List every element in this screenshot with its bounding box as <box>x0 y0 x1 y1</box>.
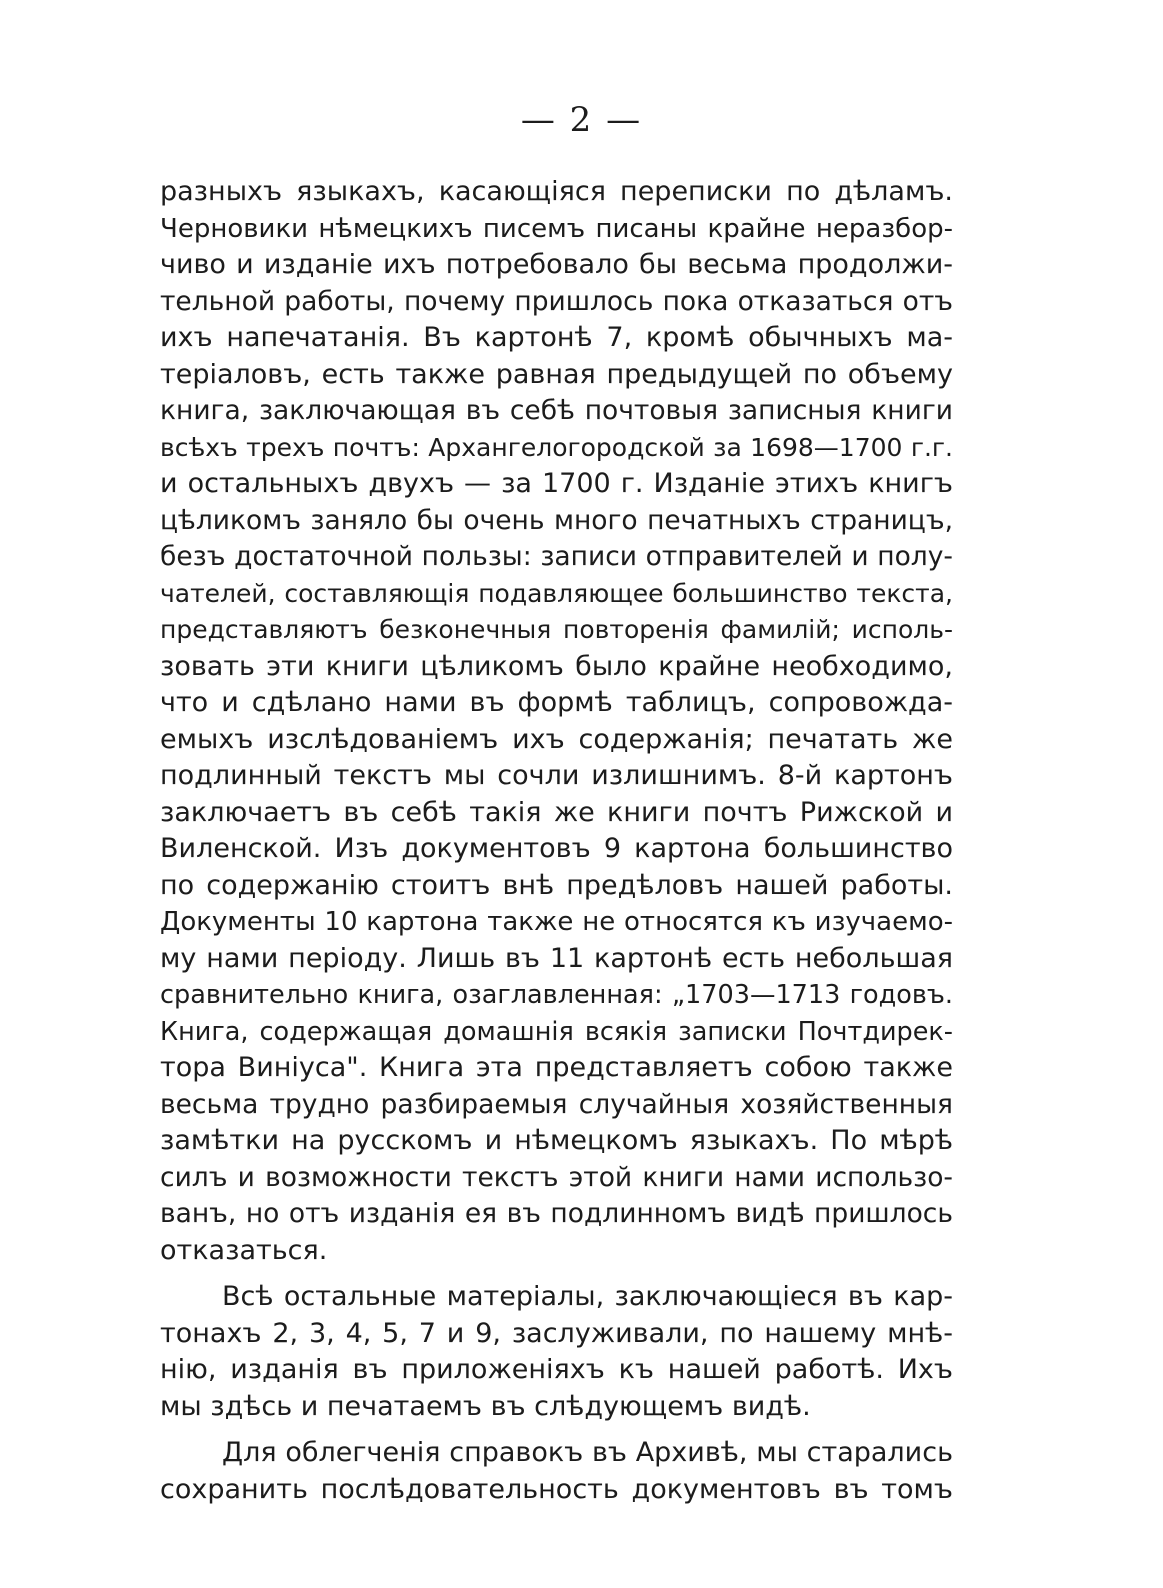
text-line: безъ достаточной пользы: записи отправителей и полу- <box>160 541 953 572</box>
text-line: тельной работы, почему пришлось пока отказаться отъ <box>160 286 953 317</box>
text-line: всѣхъ трехъ почтъ: Архангелогородской за 1698—1700 г.г. <box>160 433 953 462</box>
text-line: отказаться. <box>160 1235 328 1266</box>
text-line: заключаетъ въ себѣ такія же книги почтъ Рижской и <box>160 797 953 828</box>
text-line: цѣликомъ заняло бы очень много печатныхъ страницъ, <box>160 505 953 536</box>
text-line: теріаловъ, есть также равная предыдущей по объему <box>160 359 953 390</box>
text-line: сравнительно книга, озаглавленная: „1703—1713 годовъ. <box>160 980 953 1010</box>
text-line: зовать эти книги цѣликомъ было крайне необходимо, <box>160 651 953 682</box>
text-line: замѣтки на русскомъ и нѣмецкомъ языкахъ. По мѣрѣ <box>160 1125 953 1156</box>
text-line: му нами періоду. Лишь въ 11 картонѣ есть небольшая <box>160 943 953 974</box>
text-line: весьма трудно разбираемыя случайныя хозяйственныя <box>160 1089 953 1120</box>
text-line: нію, изданія въ приложеніяхъ къ нашей работѣ. Ихъ <box>160 1354 953 1385</box>
text-line: ванъ, но отъ изданія ея въ подлинномъ видѣ пришлось <box>160 1198 953 1229</box>
text-line: тонахъ 2, 3, 4, 5, 7 и 9, заслуживали, по нашему мнѣ- <box>160 1318 953 1349</box>
text-line: емыхъ изслѣдованіемъ ихъ содержанія; печатать же <box>160 724 953 755</box>
text-line: Виленской. Изъ документовъ 9 картона большинство <box>160 833 953 864</box>
text-line: чиво и изданіе ихъ потребовало бы весьма продолжи- <box>160 249 953 280</box>
text-line: Для облегченія справокъ въ Архивѣ, мы старались <box>222 1437 953 1468</box>
text-line: книга, заключающая въ себѣ почтовыя записныя книги <box>160 395 953 426</box>
text-line: подлинный текстъ мы сочли излишнимъ. 8-й картонъ <box>160 760 953 791</box>
text-line: силъ и возможности текстъ этой книги нами использо- <box>160 1162 953 1193</box>
text-line: сохранить послѣдовательность документовъ въ томъ <box>160 1474 953 1505</box>
page-number-header: — 2 — <box>520 100 643 140</box>
text-line: представляютъ безконечныя повторенія фамилій; исполь- <box>160 615 953 644</box>
text-line: Черновики нѣмецкихъ писемъ писаны крайне неразбор- <box>160 214 953 244</box>
text-line: по содержанію стоитъ внѣ предѣловъ нашей работы. <box>160 870 953 901</box>
text-line: мы здѣсь и печатаемъ въ слѣдующемъ видѣ. <box>160 1391 811 1422</box>
text-line: чателей, составляющія подавляющее большинство текста, <box>160 579 953 608</box>
text-line: Книга, содержащая домашнія всякія записки Почтдирек- <box>160 1017 953 1047</box>
text-line: Документы 10 картона также не относятся къ изучаемо- <box>160 907 953 937</box>
text-line: разныхъ языкахъ, касающіяся переписки по дѣламъ. <box>160 176 953 207</box>
text-line: тора Виніуса". Книга эта представляетъ собою также <box>160 1052 953 1083</box>
text-line: и остальныхъ двухъ — за 1700 г. Изданіе этихъ книгъ <box>160 468 953 499</box>
text-line: Всѣ остальные матеріалы, заключающіеся въ кар- <box>222 1281 953 1312</box>
text-line: ихъ напечатанія. Въ картонѣ 7, кромѣ обычныхъ ма- <box>160 322 953 353</box>
text-line: что и сдѣлано нами въ формѣ таблицъ, сопровожда- <box>160 687 953 718</box>
